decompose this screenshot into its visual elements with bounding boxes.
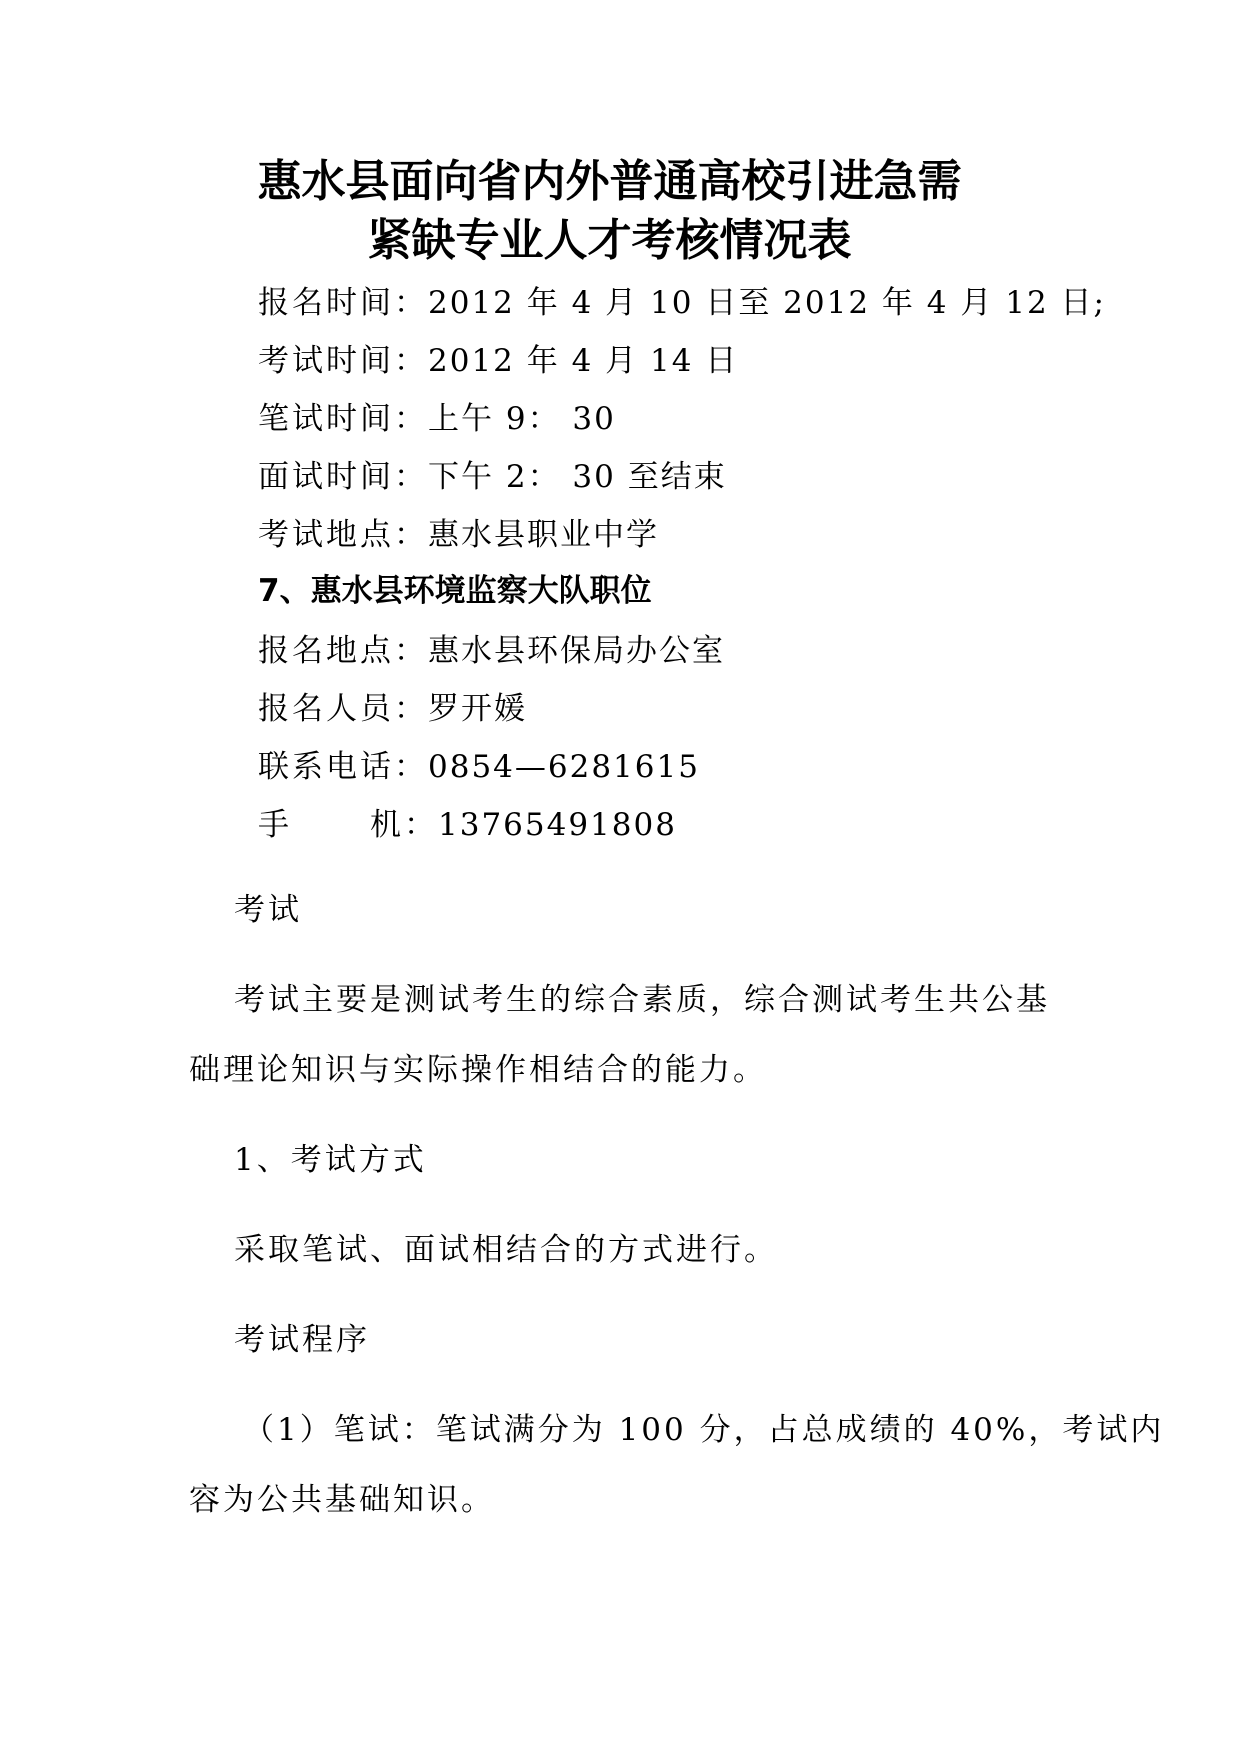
exam-time-label: 考试时间： bbox=[258, 343, 428, 379]
written-time-value: 上午 9： 30 bbox=[428, 401, 616, 437]
mobile-label-first: 手 bbox=[258, 807, 292, 843]
section-heading: 7、惠水县环境监察大队职位 bbox=[258, 573, 652, 609]
exam-paragraph-line-1: 考试主要是测试考生的综合素质，综合测试考生共公基 bbox=[234, 982, 1050, 1018]
contact-phone-value: 0854—6281615 bbox=[428, 749, 700, 785]
registration-time-line bbox=[258, 283, 1106, 323]
contact-phone-label: 联系电话： bbox=[258, 749, 428, 785]
mobile-label-second: 机： bbox=[370, 807, 438, 843]
interview-time-value: 下午 2： 30 至结束 bbox=[428, 459, 727, 495]
interview-time-label: 面试时间： bbox=[258, 459, 428, 495]
written-time-label: 笔试时间： bbox=[258, 401, 428, 437]
exam-heading: 考试 bbox=[234, 892, 302, 928]
exam-time-line bbox=[258, 341, 738, 381]
mobile-value: 13765491808 bbox=[438, 807, 677, 843]
registration-site-line bbox=[258, 631, 725, 671]
exam-paragraph-line-2: 础理论知识与实际操作相结合的能力。 bbox=[189, 1052, 767, 1088]
interview-time-line bbox=[258, 457, 727, 497]
contact-phone-line bbox=[258, 747, 700, 787]
page-title-line-1: 惠水县面向省内外普通高校引进急需 bbox=[257, 156, 962, 207]
written-exam-line-1: （1）笔试：笔试满分为 100 分，占总成绩的 40%，考试内 bbox=[243, 1412, 1165, 1448]
registration-time-value: 2012 年 4 月 10 日至 2012 年 4 月 12 日; bbox=[428, 285, 1106, 321]
registration-staff-line bbox=[258, 689, 527, 729]
exam-method-heading: 1、考试方式 bbox=[234, 1142, 427, 1178]
exam-method-text: 采取笔试、面试相结合的方式进行。 bbox=[234, 1232, 778, 1268]
registration-time-label: 报名时间： bbox=[258, 285, 428, 321]
page-title-line-2: 紧缺专业人才考核情况表 bbox=[367, 215, 852, 266]
written-exam-line-2: 容为公共基础知识。 bbox=[189, 1482, 495, 1518]
exam-location-line bbox=[258, 515, 659, 555]
mobile-line bbox=[258, 805, 677, 845]
exam-procedure-heading: 考试程序 bbox=[234, 1322, 370, 1358]
registration-site-label: 报名地点： bbox=[258, 633, 428, 669]
written-time-line bbox=[258, 399, 616, 439]
exam-location-value: 惠水县职业中学 bbox=[428, 517, 659, 553]
registration-staff-label: 报名人员： bbox=[258, 691, 428, 727]
registration-site-value: 惠水县环保局办公室 bbox=[428, 633, 725, 669]
exam-time-value: 2012 年 4 月 14 日 bbox=[428, 343, 739, 379]
registration-staff-value: 罗开媛 bbox=[428, 691, 527, 727]
exam-location-label: 考试地点： bbox=[258, 517, 428, 553]
